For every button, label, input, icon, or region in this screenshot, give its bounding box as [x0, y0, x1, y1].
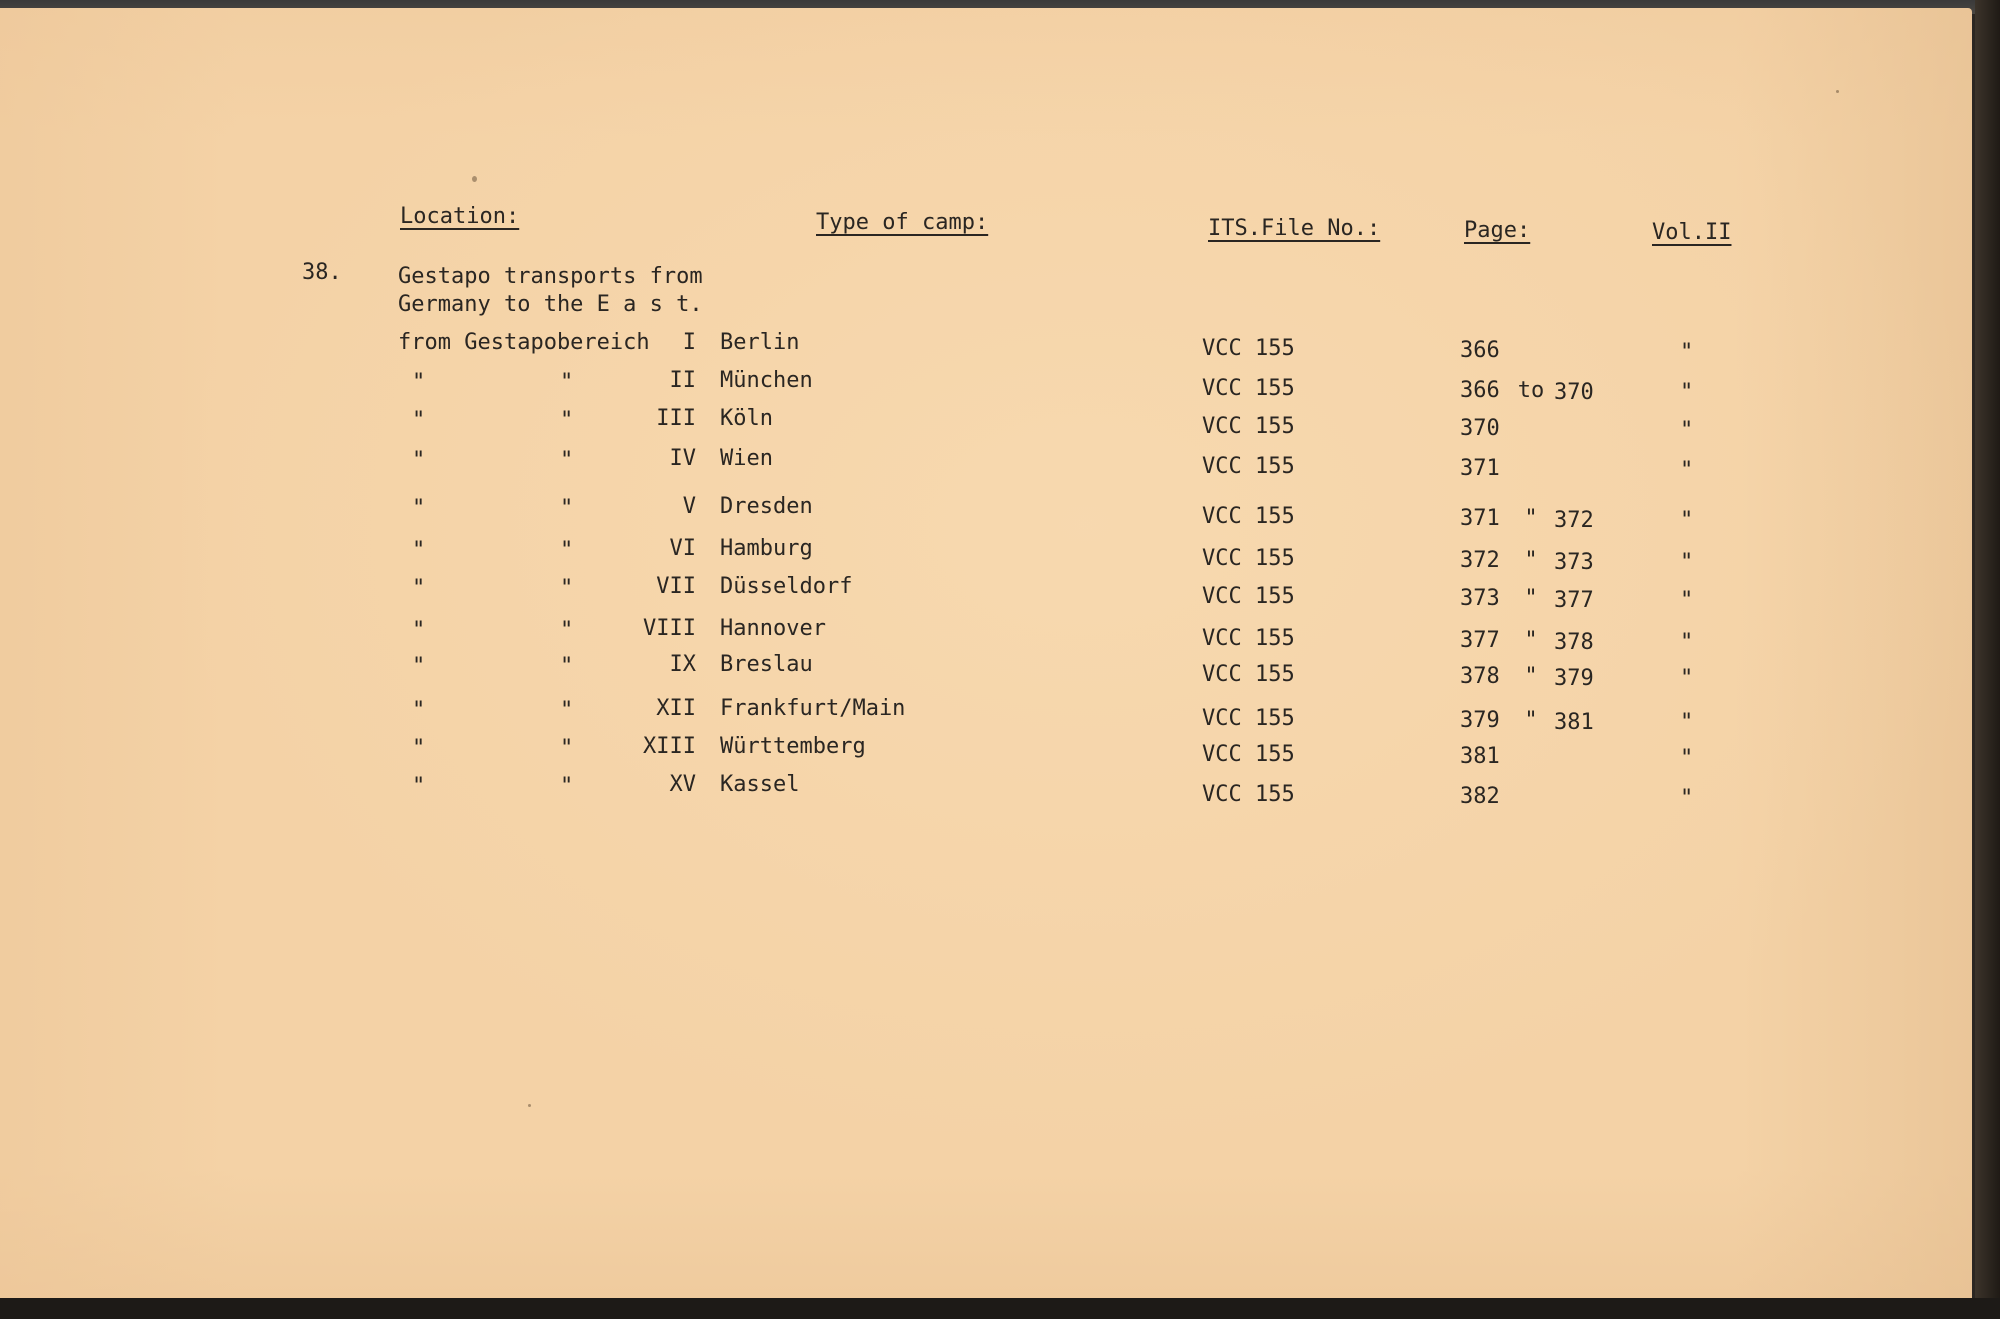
district-numeral: I: [682, 330, 696, 355]
volume-ditto: ": [1680, 508, 1694, 533]
page-start: 371: [1460, 506, 1500, 531]
district-numeral: VIII: [643, 616, 696, 641]
page-start: 378: [1460, 664, 1500, 689]
volume-ditto: ": [1680, 666, 1694, 691]
district-numeral: IV: [669, 446, 696, 471]
ditto-mark-gestapo: ": [412, 654, 426, 679]
volume-ditto: ": [1680, 340, 1694, 365]
page-range-separator: ": [1524, 586, 1538, 611]
ditto-mark-bereich: ": [560, 448, 574, 473]
paper-speck: [528, 1104, 531, 1107]
its-file-number: VCC 155: [1202, 376, 1295, 401]
ditto-mark-gestapo: ": [412, 448, 426, 473]
ditto-mark-bereich: ": [560, 618, 574, 643]
document-page: [0, 8, 1972, 1298]
its-file-number: VCC 155: [1202, 584, 1295, 609]
its-file-number: VCC 155: [1202, 546, 1295, 571]
ditto-mark-bereich: ": [560, 370, 574, 395]
district-city: München: [720, 368, 813, 393]
district-numeral: IX: [669, 652, 696, 677]
document-content: [0, 8, 1972, 1298]
its-file-number: VCC 155: [1202, 742, 1295, 767]
page-start: 366: [1460, 338, 1500, 363]
page-start: 381: [1460, 744, 1500, 769]
its-file-number: VCC 155: [1202, 782, 1295, 807]
its-file-number: VCC 155: [1202, 454, 1295, 479]
page-end: 370: [1554, 380, 1594, 405]
ditto-mark-gestapo: ": [412, 618, 426, 643]
district-numeral: XV: [669, 772, 696, 797]
page-end: 377: [1554, 588, 1594, 613]
paper-speck: [472, 176, 477, 182]
district-numeral: V: [682, 494, 696, 519]
header-its-file-no: ITS.File No.:: [1208, 216, 1381, 241]
district-numeral: VI: [669, 536, 696, 561]
its-file-number: VCC 155: [1202, 706, 1295, 731]
ditto-mark-bereich: ": [560, 576, 574, 601]
its-file-number: VCC 155: [1202, 414, 1295, 439]
district-city: Breslau: [720, 652, 813, 677]
page-start: 379: [1460, 708, 1500, 733]
ditto-mark-bereich: ": [560, 538, 574, 563]
ditto-mark-bereich: ": [560, 408, 574, 433]
volume-ditto: ": [1680, 786, 1694, 811]
header-location: Location:: [400, 204, 520, 229]
its-file-number: VCC 155: [1202, 336, 1295, 361]
ditto-mark-gestapo: ": [412, 408, 426, 433]
page-end: 378: [1554, 630, 1594, 655]
its-file-number: VCC 155: [1202, 626, 1295, 651]
district-city: Hannover: [720, 616, 826, 641]
page-end: 372: [1554, 508, 1594, 533]
page-range-separator: to: [1517, 378, 1545, 403]
entry-number: 38.: [302, 260, 342, 285]
page-start: 372: [1460, 548, 1500, 573]
district-numeral: VII: [656, 574, 696, 599]
volume-ditto: ": [1680, 630, 1694, 655]
district-city: Köln: [720, 406, 773, 431]
header-type-of-camp: Type of camp:: [816, 210, 989, 235]
page-start: 370: [1460, 416, 1500, 441]
ditto-mark-gestapo: ": [412, 370, 426, 395]
header-page: Page:: [1464, 218, 1531, 243]
volume-ditto: ": [1680, 746, 1694, 771]
page-start: 377: [1460, 628, 1500, 653]
district-city: Düsseldorf: [720, 574, 853, 599]
district-city: Württemberg: [720, 734, 866, 759]
page-start: 366: [1460, 378, 1500, 403]
entry-title-line-2: Germany to the E a s t.: [398, 292, 703, 317]
district-city: Dresden: [720, 494, 813, 519]
page-end: 381: [1554, 710, 1594, 735]
page-range-separator: ": [1524, 506, 1538, 531]
ditto-mark-gestapo: ": [412, 496, 426, 521]
paper-speck: [1836, 90, 1839, 93]
page-end: 379: [1554, 666, 1594, 691]
ditto-mark-bereich: ": [560, 774, 574, 799]
district-numeral: II: [669, 368, 696, 393]
ditto-mark-bereich: ": [560, 698, 574, 723]
ditto-mark-gestapo: ": [412, 774, 426, 799]
ditto-mark-bereich: ": [560, 496, 574, 521]
district-numeral: XIII: [643, 734, 696, 759]
ditto-mark-bereich: ": [560, 736, 574, 761]
page-range-separator: ": [1524, 708, 1538, 733]
its-file-number: VCC 155: [1202, 504, 1295, 529]
district-city: Frankfurt/Main: [720, 696, 906, 721]
page-range-separator: ": [1524, 548, 1538, 573]
ditto-mark-gestapo: ": [412, 576, 426, 601]
district-city: Kassel: [720, 772, 800, 797]
page-start: 373: [1460, 586, 1500, 611]
district-numeral: XII: [656, 696, 696, 721]
page-range-separator: ": [1524, 664, 1538, 689]
ditto-mark-gestapo: ": [412, 538, 426, 563]
entry-title-line-1: Gestapo transports from: [398, 264, 703, 289]
volume-ditto: ": [1680, 380, 1694, 405]
district-city: Berlin: [720, 330, 800, 355]
page-range-separator: ": [1524, 628, 1538, 653]
scan-right-edge: [1975, 0, 2000, 1319]
scan-bottom-edge: [0, 1298, 2000, 1319]
header-vol: Vol.II: [1652, 220, 1732, 245]
volume-ditto: ": [1680, 550, 1694, 575]
district-city: Wien: [720, 446, 773, 471]
from-gestapobereich-label: from Gestapobereich: [398, 330, 650, 355]
ditto-mark-gestapo: ": [412, 736, 426, 761]
page-end: 373: [1554, 550, 1594, 575]
volume-ditto: ": [1680, 418, 1694, 443]
ditto-mark-gestapo: ": [412, 698, 426, 723]
page-start: 382: [1460, 784, 1500, 809]
volume-ditto: ": [1680, 458, 1694, 483]
page-start: 371: [1460, 456, 1500, 481]
volume-ditto: ": [1680, 588, 1694, 613]
ditto-mark-bereich: ": [560, 654, 574, 679]
volume-ditto: ": [1680, 710, 1694, 735]
district-city: Hamburg: [720, 536, 813, 561]
district-numeral: III: [656, 406, 696, 431]
its-file-number: VCC 155: [1202, 662, 1295, 687]
